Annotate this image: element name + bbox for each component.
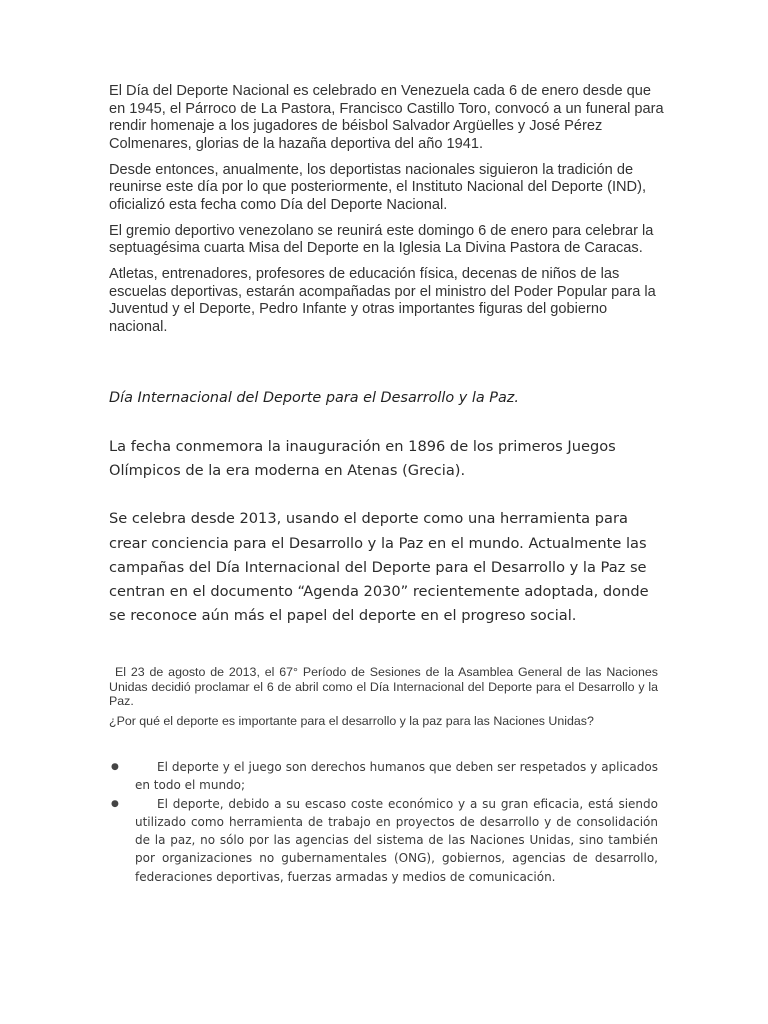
paragraph-asistentes: Atletas, entrenadores, profesores de educación física, decenas de niños de las escuelas deportivas, estarán acompañadas por el ministro del Poder Popular para la Juventud y el Deporte, Pedro Infante y otras importantes figuras del gobierno nacional. [109,266,656,335]
list-item [109,758,658,795]
list-item-text: El deporte y el juego son derechos humanos que deben ser respetados y aplicados en todo el mundo; [135,760,658,793]
paragraph-pregunta: ¿Por qué el deporte es importante para el desarrollo y la paz para las Naciones Unidas? [109,713,594,728]
list-item-text: El deporte, debido a su escaso coste económico y a su gran eficacia, está siendo utilizado como herramienta de trabajo en proyectos de desarrollo y de consolidación de la paz, no sólo por las agencias del sistema de las Naciones Unidas, sino también por organizaciones no gubernamentales (ONG), gobiernos, agencias de desarrollo, federaciones deportivas, fuerzas armadas y medios de comunicación. [135,796,658,884]
paragraph-misa: El gremio deportivo venezolano se reunirá este domingo 6 de enero para celebrar la septuagésima cuarta Misa del Deporte en la Iglesia La Divina Pastora de Caracas. [109,222,654,256]
section-heading: Día Internacional del Deporte para el Desarrollo y la Paz. [109,390,519,406]
bullet-icon: ● [111,798,119,809]
bullet-icon: ● [111,762,119,772]
bullet-list [109,758,658,886]
section-naciones-unidas [109,665,658,728]
paragraph-tradicion: Desde entonces, anualmente, los deportistas nacionales siguieron la tradición de reunirse este día por lo que posteriormente, el Instituto Nacional del Deporte (IND), oficializó esta fecha como Día del Deporte Nacional. [109,161,646,213]
section-dia-deporte-nacional [109,83,669,345]
list-item [109,795,658,886]
section-dia-internacional [109,435,669,628]
paragraph-conmemora: La fecha conmemora la inauguración en 1896 de los primeros Juegos Olímpicos de la era moderna en Atenas (Grecia). [109,438,616,480]
paragraph-asamblea: El 23 de agosto de 2013, el 67° Período de Sesiones de la Asamblea General de las Naciones Unidas decidió proclamar el 6 de abril como el Día Internacional del Deporte para el Desarrollo y la Paz. [109,665,658,709]
paragraph-celebra: Se celebra desde 2013, usando el deporte como una herramienta para crear conciencia para el Desarrollo y la Paz en el mundo. Actualmente las campañas del Día Internacional del Deporte para el Desarrollo y la Paz se centran en el documento “Agenda 2030” recientemente adoptada, donde se reconoce aún más el papel del deporte en el progreso social. [109,510,649,625]
paragraph-origen: El Día del Deporte Nacional es celebrado en Venezuela cada 6 de enero desde que en 1945, el Párroco de La Pastora, Francisco Castillo Toro, convocó a un funeral para rendir homenaje a los jugadores de béisbol Salvador Argüelles y José Pérez Colmenares, glorias de la hazaña deportiva del año 1941. [109,83,664,152]
